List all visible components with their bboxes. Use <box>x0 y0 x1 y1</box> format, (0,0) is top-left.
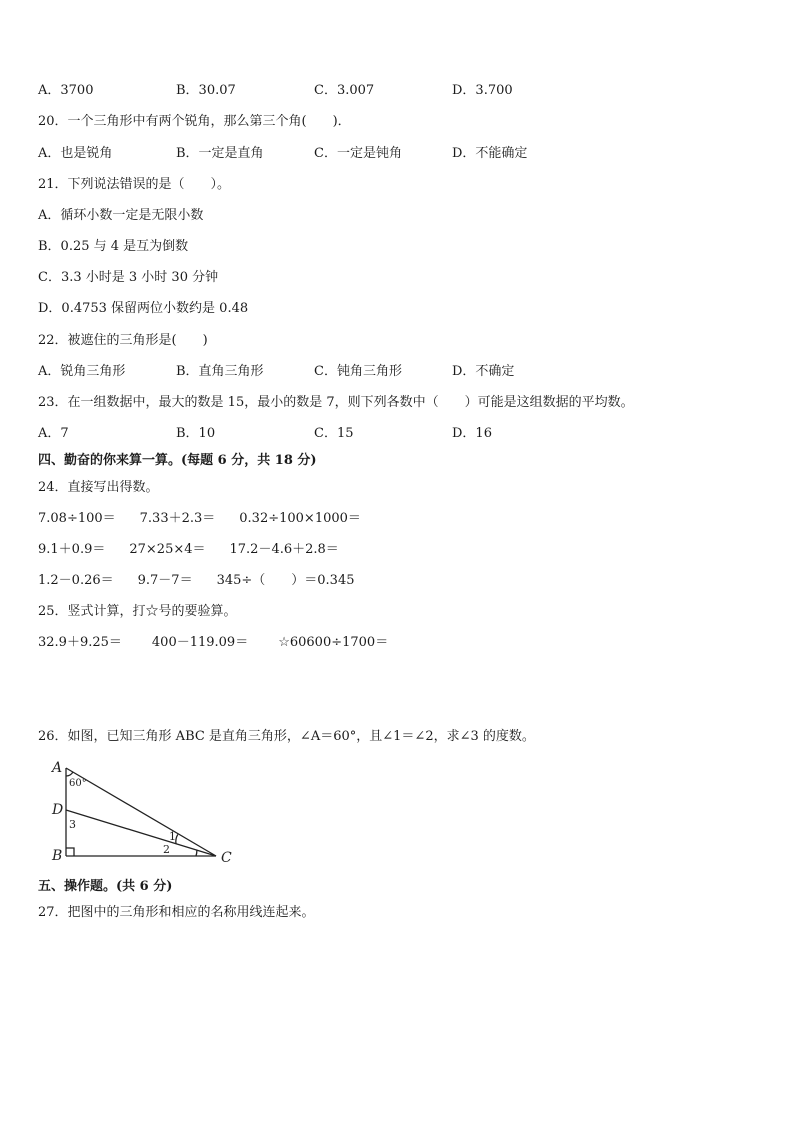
section-5-title: 五、操作题。(共 6 分) <box>38 879 173 894</box>
q20-option-b[interactable]: B．一定是直角 <box>176 146 264 161</box>
q19-option-d[interactable]: D．3.700 <box>452 83 513 98</box>
triangle-figure <box>50 756 240 868</box>
calc-item: 32.9＋9.25＝ <box>38 635 122 650</box>
label-d: D <box>52 802 64 818</box>
q22-stem: 22．被遮住的三角形是( ) <box>38 333 208 348</box>
q22-option-c[interactable]: C．钝角三角形 <box>314 364 402 379</box>
q21-option-b[interactable]: B．0.25 与 4 是互为倒数 <box>38 239 189 254</box>
calc-item: 1.2－0.26＝ <box>38 573 114 588</box>
q21-option-c[interactable]: C．3.3 小时是 3 小时 30 分钟 <box>38 270 219 285</box>
right-angle-mark <box>66 848 74 856</box>
calc-item: 27×25×4＝ <box>129 542 206 557</box>
q23-option-d[interactable]: D．16 <box>452 426 492 441</box>
q23-option-c[interactable]: C．15 <box>314 426 354 441</box>
q22-option-b[interactable]: B．直角三角形 <box>176 364 264 379</box>
calc-item: 7.08÷100＝ <box>38 511 116 526</box>
angle-c-arc <box>196 850 197 856</box>
q21-option-d[interactable]: D．0.4753 保留两位小数约是 0.48 <box>38 301 249 316</box>
q27-stem: 27．把图中的三角形和相应的名称用线连起来。 <box>38 905 315 920</box>
calc-item: 9.7－7＝ <box>137 573 193 588</box>
side-ac <box>66 768 216 856</box>
q24-stem: 24．直接写出得数。 <box>38 480 159 495</box>
q25-stem: 25．竖式计算，打☆号的要验算。 <box>38 604 237 619</box>
q25-row <box>38 634 388 652</box>
q20-option-d[interactable]: D．不能确定 <box>452 146 528 161</box>
q23-stem: 23．在一组数据中，最大的数是 15，最小的数是 7，则下列各数中（ ）可能是这组数据的平均数。 <box>38 395 634 410</box>
angle-1-arc <box>176 834 178 843</box>
q19-option-a[interactable]: A．3700 <box>38 83 94 98</box>
calc-item: ☆60600÷1700＝ <box>278 635 389 650</box>
label-b: B <box>52 848 63 864</box>
angle-2-label: 2 <box>163 843 170 856</box>
q21-stem: 21．下列说法错误的是（ ）。 <box>38 177 231 192</box>
calc-item: 0.32÷100×1000＝ <box>239 511 361 526</box>
calc-item: 17.2－4.6＋2.8＝ <box>229 542 339 557</box>
q23-option-a[interactable]: A．7 <box>38 426 69 441</box>
q19-option-b[interactable]: B．30.07 <box>176 83 236 98</box>
section-4-title: 四、勤奋的你来算一算。(每题 6 分，共 18 分) <box>38 453 317 468</box>
label-c: C <box>221 850 232 866</box>
q20-option-c[interactable]: C．一定是钝角 <box>314 146 402 161</box>
angle-a-arc <box>66 772 73 776</box>
q22-option-d[interactable]: D．不确定 <box>452 364 515 379</box>
q23-option-b[interactable]: B．10 <box>176 426 216 441</box>
angle-3-label: 3 <box>69 818 76 831</box>
calc-item: 7.33＋2.3＝ <box>139 511 216 526</box>
angle-a-label: 60° <box>69 778 87 789</box>
q20-stem: 20．一个三角形中有两个锐角，那么第三个角( )． <box>38 114 351 129</box>
label-a: A <box>52 760 63 776</box>
q22-option-a[interactable]: A．锐角三角形 <box>38 364 126 379</box>
calc-item: 400－119.09＝ <box>151 635 249 650</box>
q24-row-2 <box>38 541 339 559</box>
angle-1-label: 1 <box>169 830 176 843</box>
q24-row-3 <box>38 572 355 590</box>
q24-row-1 <box>38 510 361 528</box>
q21-option-a[interactable]: A．循环小数一定是无限小数 <box>38 208 204 223</box>
calc-item: 9.1＋0.9＝ <box>38 542 106 557</box>
calc-item: 345÷（ ）＝0.345 <box>216 573 355 588</box>
q26-stem: 26．如图，已知三角形 ABC 是直角三角形，∠A＝60°，且∠1＝∠2，求∠3 的度数。 <box>38 729 535 744</box>
segment-dc <box>66 810 216 856</box>
q19-option-c[interactable]: C．3.007 <box>314 83 375 98</box>
q20-option-a[interactable]: A．也是锐角 <box>38 146 113 161</box>
